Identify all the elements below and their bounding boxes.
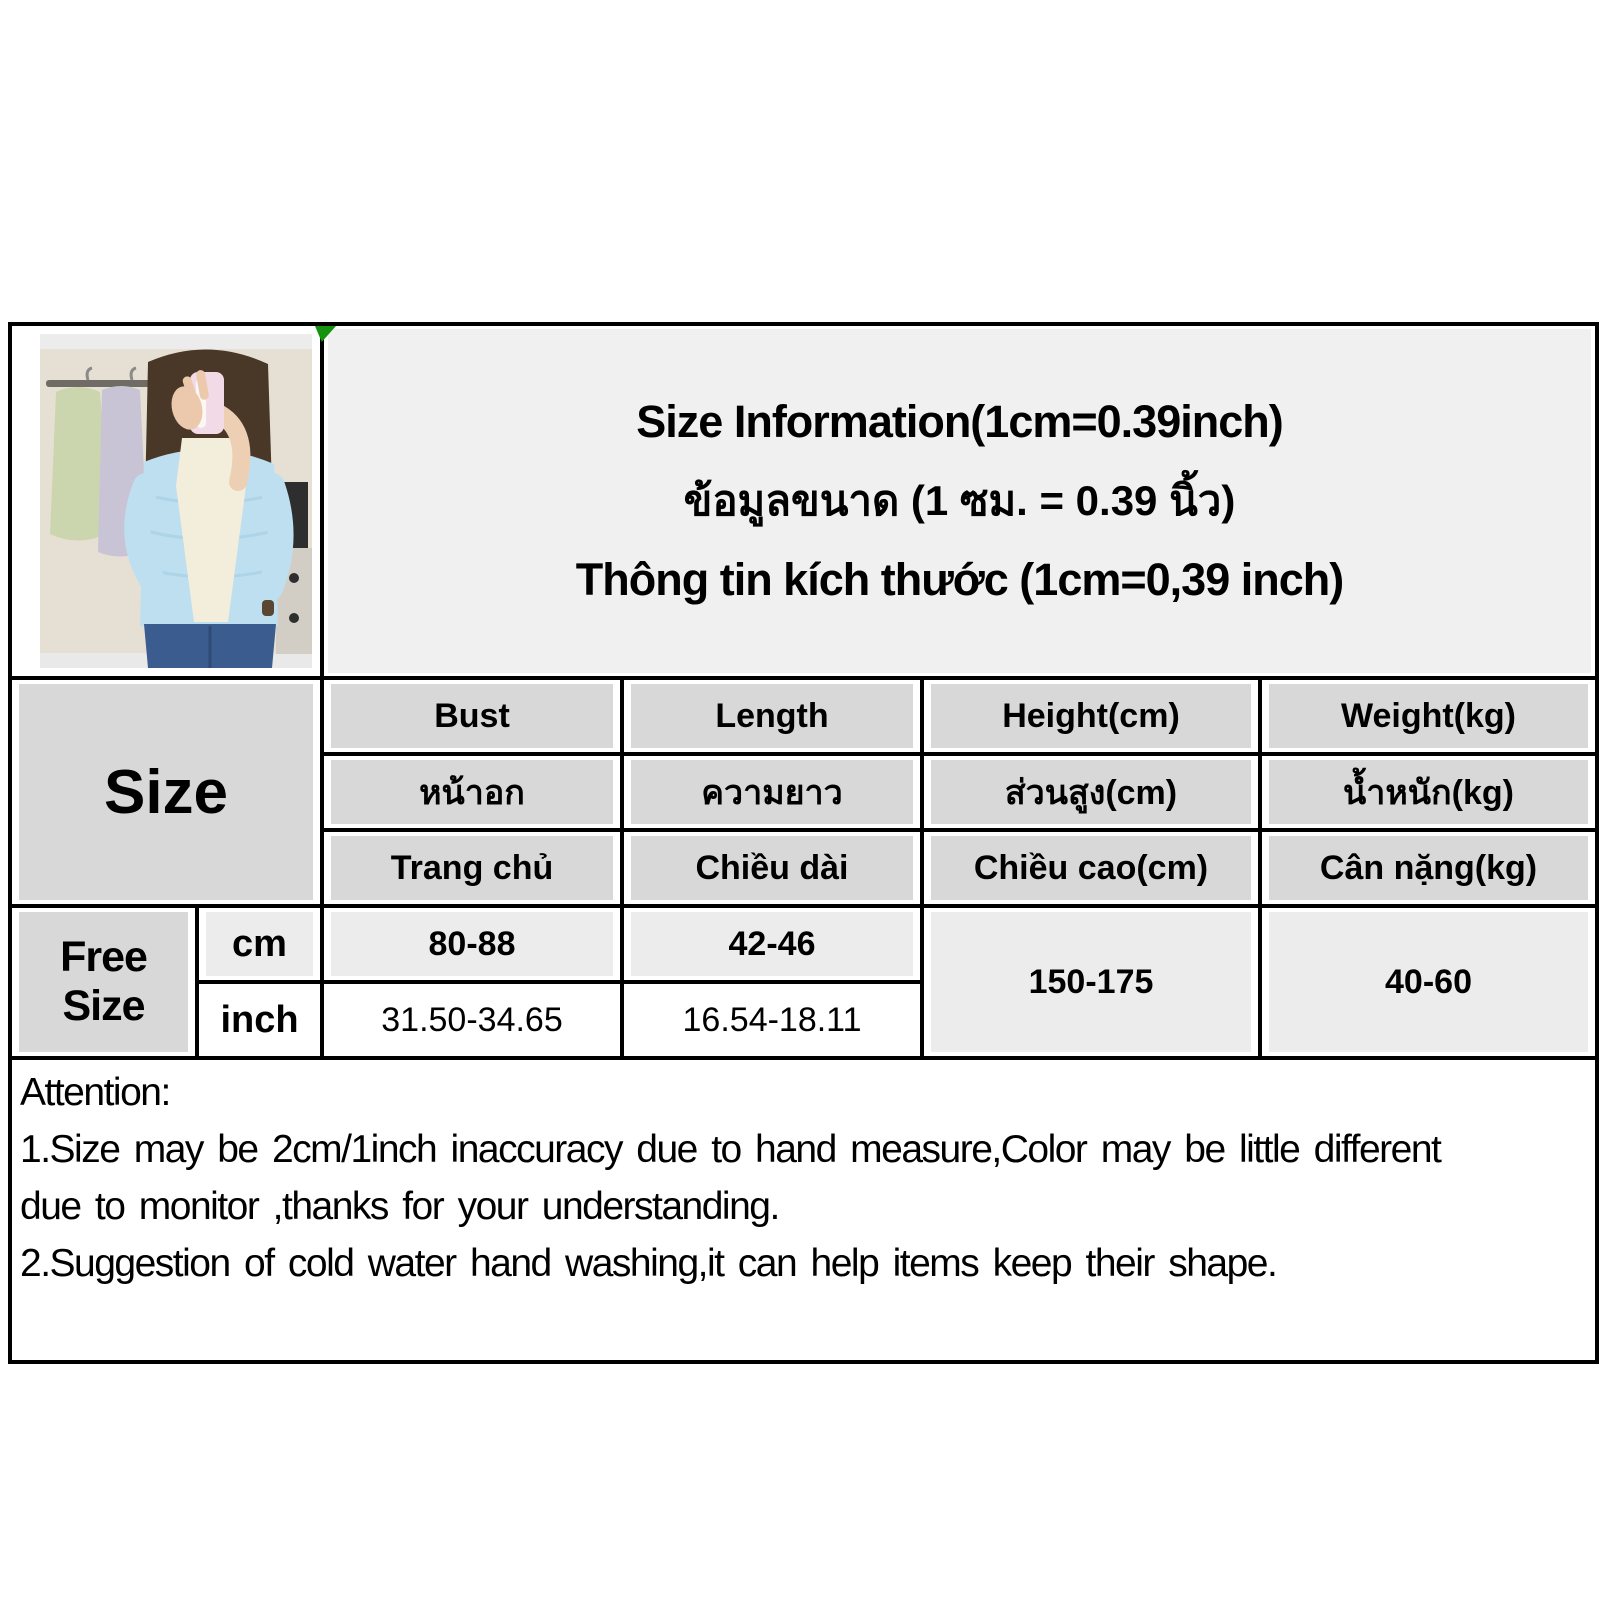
size-corner-cell — [10, 678, 322, 906]
col-bust-en: Bust — [322, 678, 622, 754]
data-row-cm — [10, 906, 1597, 982]
title-thai: ข้อมูลขนาด (1 ซม. = 0.39 นิ้ว) — [683, 477, 1236, 524]
col-bust-vi: Trang chủ — [322, 830, 622, 906]
unit-cm-cell: cm — [197, 906, 322, 982]
col-length-th: ความยาว — [622, 754, 922, 830]
col-length-vi: Chiều dài — [622, 830, 922, 906]
attention-cell — [10, 1058, 1597, 1362]
bust-cm-value: 80-88 — [322, 906, 622, 982]
bust-inch-value: 31.50-34.65 — [322, 982, 622, 1058]
col-height-th: ส่วนสูง(cm) — [922, 754, 1260, 830]
attention-heading: Attention: — [20, 1071, 170, 1114]
attention-row — [10, 1058, 1597, 1362]
size-corner-label: Size — [19, 684, 313, 900]
col-height-vi: Chiều cao(cm) — [922, 830, 1260, 906]
column-header-row-en — [10, 678, 1597, 754]
unit-inch-cell: inch — [197, 982, 322, 1058]
photo-top-strip — [40, 334, 312, 349]
title-cell — [322, 324, 1597, 678]
attention-note-2: 2.Suggestion of cold water hand washing,it can help items keep their shape. — [20, 1242, 1277, 1285]
length-cm-value: 42-46 — [622, 906, 922, 982]
attention-note-1-cont: due to monitor ,thanks for your understanding. — [20, 1185, 779, 1228]
model-figure-graphic — [137, 349, 280, 668]
col-height-en: Height(cm) — [922, 678, 1260, 754]
col-weight-en: Weight(kg) — [1260, 678, 1597, 754]
title-english: Size Information(1cm=0.39inch) — [636, 396, 1283, 447]
size-table — [8, 322, 1599, 1364]
free-size-label: Free Size — [19, 912, 188, 1052]
weight-value: 40-60 — [1260, 906, 1597, 1058]
col-weight-th: น้ำหนัก(kg) — [1260, 754, 1597, 830]
length-inch-value: 16.54-18.11 — [622, 982, 922, 1058]
free-size-cell — [10, 906, 197, 1058]
attention-note-1: 1.Size may be 2cm/1inch inaccuracy due to hand measure,Color may be little different — [20, 1128, 1441, 1171]
col-weight-vi: Cân nặng(kg) — [1260, 830, 1597, 906]
product-photo-cell — [10, 324, 322, 678]
col-length-en: Length — [622, 678, 922, 754]
height-value: 150-175 — [922, 906, 1260, 1058]
title-vietnamese: Thông tin kích thước (1cm=0,39 inch) — [575, 554, 1344, 605]
col-bust-th: หน้าอก — [322, 754, 622, 830]
product-photo — [40, 334, 312, 668]
header-row — [10, 324, 1597, 678]
